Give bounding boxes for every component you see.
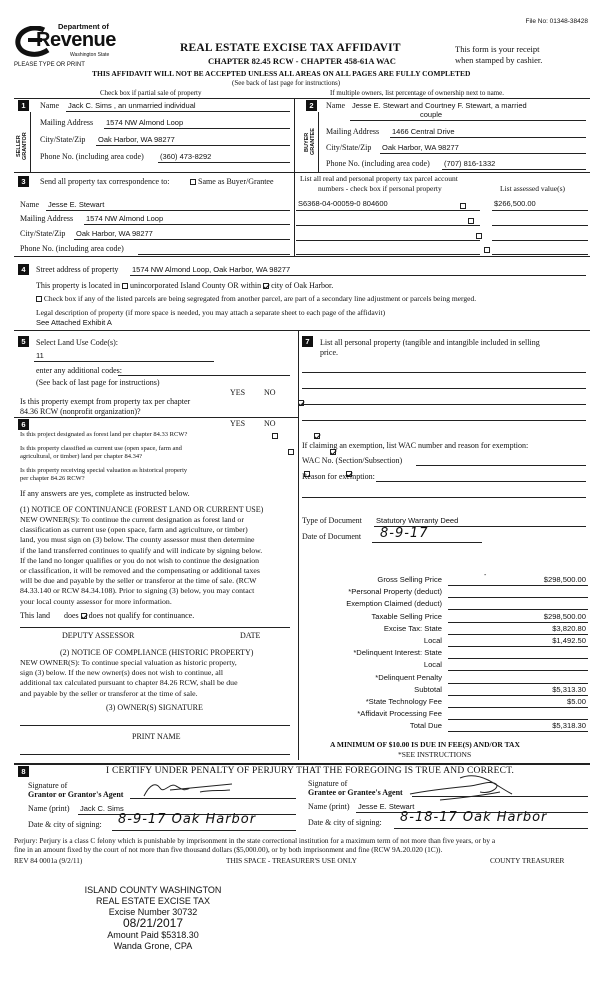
exemption-reason-label: Reason for exemption: [302, 472, 375, 481]
stamp-signer: Wanda Grone, CPA [113, 941, 193, 952]
doc-type-label: Type of Document [302, 516, 362, 525]
seller-side-label: SELLER GRANTOR [16, 132, 28, 160]
tax-calculation [302, 574, 588, 732]
personal-property-label-2: price. [320, 348, 338, 357]
file-number: File No: 01348-38428 [525, 18, 588, 25]
calc-row-label: *Delinquent Penalty [375, 672, 442, 682]
calc-row [302, 696, 588, 708]
grantor-signature-icon [140, 778, 240, 800]
s3-city: Oak Harbor, WA 98277 [76, 229, 153, 238]
personal-property-checkbox-2[interactable] [468, 218, 474, 224]
s3-name-label: Name [20, 200, 40, 209]
seller-name-label: Name [40, 101, 60, 110]
segregated-note [36, 294, 596, 303]
segregated-text: Check box if any of the listed parcels are being segregated from another parcel, are part of a secondary line adjustment or parcels being merged. [43, 294, 477, 303]
grantor-agent-label: Grantor or Grantor's Agent [28, 790, 124, 799]
county-treasurer-label: COUNTY TREASURER [490, 856, 565, 865]
parcel-header-2: numbers - check box if personal property [318, 184, 442, 193]
calc-row [302, 611, 588, 623]
s3-mailing: 1574 NW Almond Loop [86, 214, 164, 223]
buyer-name-1: Jesse E. Stewart and Courtney F. Stewart, a married [352, 101, 527, 110]
treasurer-stamp [76, 885, 230, 952]
exemption-claim-label: If claiming an exemption, list WAC number and reason for exemption: [302, 441, 529, 450]
unincorporated-label: unincorporated Island County OR within [129, 281, 262, 290]
grantee-print-name: Jesse E. Stewart [358, 802, 415, 811]
forest-question: Is this project designated as forest land per chapter 84.33 RCW? [20, 431, 188, 438]
notice-2-line: additional tax calculated pursuant to chapter 84.26 RCW, shall be due [20, 678, 238, 688]
grantee-signature-icon [400, 770, 530, 804]
calc-row-label: *Affidavit Processing Fee [357, 709, 442, 719]
calc-row [302, 684, 588, 696]
notice-2-title: (2) NOTICE OF COMPLIANCE (HISTORIC PROPERTY) [60, 648, 254, 657]
buyer-mailing-label: Mailing Address [326, 127, 380, 136]
form-warning: THIS AFFIDAVIT WILL NOT BE ACCEPTED UNLESS ALL AREAS ON ALL PAGES ARE FULLY COMPLETED [92, 69, 471, 78]
calc-row-value [448, 673, 588, 684]
calc-row-value: $1,492.50 [448, 636, 588, 647]
exempt-no-checkbox[interactable] [298, 400, 304, 406]
grantor-date-label: Date & city of signing: [28, 820, 102, 829]
additional-codes-label: enter any additional codes: [36, 366, 122, 375]
owner-signature-label: (3) OWNER(S) SIGNATURE [106, 703, 203, 712]
located-in-row [36, 281, 333, 290]
calc-row-label: Exemption Claimed (deduct) [346, 599, 442, 609]
receipt-note-2: when stamped by cashier. [455, 55, 543, 65]
grantor-print-name: Jack C. Sims [80, 804, 124, 813]
treasurer-use-label: THIS SPACE - TREASURER'S USE ONLY [226, 856, 357, 865]
calc-tick: - [484, 572, 487, 579]
calc-row [302, 720, 588, 732]
this-land-label: This land [20, 611, 50, 620]
buyer-name-2: couple [420, 110, 443, 119]
form-revision: REV 84 0001a (9/2/11) [14, 856, 83, 865]
stamp-amount: Amount Paid $5318.30 [107, 930, 199, 941]
personal-property-checkbox-4[interactable] [484, 247, 490, 253]
seller-phone-label: Phone No. (including area code) [40, 152, 144, 161]
parcel-number-1: S6368-04-00059-0 804600 [298, 199, 388, 208]
section-7-number: 7 [302, 336, 313, 347]
land-use-label: Select Land Use Code(s): [36, 338, 118, 347]
grantee-date-city: 8-18-17 Oak Harbor [400, 810, 548, 825]
calc-row [302, 635, 588, 647]
located-text: This property is located in [36, 281, 120, 290]
personal-property-checkbox-1[interactable] [460, 203, 466, 209]
print-name-label: PRINT NAME [132, 732, 181, 741]
s6-no-header: NO [264, 419, 276, 428]
assessed-header: List assessed value(s) [500, 184, 565, 193]
section-1-number: 1 [18, 100, 29, 111]
seller-phone: (360) 473-8292 [160, 152, 212, 161]
same-as-buyer-option[interactable] [190, 177, 274, 186]
notice-1-line: If the land no longer qualifies or you do not wish to continue the designation [20, 555, 260, 565]
calc-row-label: Local [423, 635, 442, 645]
historic-question-2: per chapter 84.26 RCW? [20, 475, 85, 482]
qualify-label: qualify for continuance. [117, 611, 195, 620]
personal-property-checkbox-3[interactable] [476, 233, 482, 239]
calc-row-label: Local [423, 660, 442, 670]
perjury-certification: I CERTIFY UNDER PENALTY OF PERJURY THAT THE FOREGOING IS TRUE AND CORRECT. [106, 766, 515, 776]
perjury-note-2: fine in an amount fixed by the court of not more than five thousand dollars ($5,000.00), or by both imprisonment and fine (RCW 9A.20.020 (1C)). [14, 845, 443, 854]
land-use-see-back: (See back of last page for instructions) [36, 378, 160, 387]
calc-row [302, 574, 588, 586]
section-3-number: 3 [18, 176, 29, 187]
buyer-phone-label: Phone No. (including area code) [326, 159, 430, 168]
calc-row [302, 708, 588, 720]
see-back-note: (See back of last page for instructions) [232, 79, 341, 87]
street-address-label: Street address of property [36, 265, 119, 274]
s3-name: Jesse E. Stewart [48, 200, 105, 209]
s3-mailing-label: Mailing Address [20, 214, 74, 223]
notice-1-title: (1) NOTICE OF CONTINUANCE (FOREST LAND OR CURRENT USE) [20, 505, 264, 514]
department-logo [14, 22, 124, 62]
calc-row-value [448, 599, 588, 610]
notice-1-line: NEW OWNER(S): To continue the current designation as forest land or [20, 515, 244, 524]
dept-logo-text: Revenue [36, 29, 116, 51]
calc-row [302, 647, 588, 659]
grantee-agent-label: Grantee or Grantee's Agent [308, 788, 403, 797]
buyer-city-label: City/State/Zip [326, 143, 372, 152]
calc-row-label: *Personal Property (deduct) [348, 587, 442, 597]
stamp-line: Excise Number 30732 [108, 906, 198, 917]
deputy-assessor-label: DEPUTY ASSESSOR [62, 631, 135, 640]
dept-state: Washington State [70, 52, 110, 58]
deputy-date-label: DATE [240, 631, 261, 640]
doc-date-label: Date of Document [302, 532, 362, 541]
same-as-buyer-checkbox[interactable] [190, 179, 196, 185]
city-checkbox[interactable] [263, 283, 269, 289]
s5-no-header: NO [264, 388, 276, 397]
form-title: REAL ESTATE EXCISE TAX AFFIDAVIT [180, 42, 401, 54]
form-subtitle: CHAPTER 82.45 RCW - CHAPTER 458-61A WAC [208, 56, 396, 66]
buyer-side-label: BUYER GRANTEE [304, 128, 316, 156]
does-not-label: does not [88, 611, 116, 620]
s3-phone-label: Phone No. (including area code) [20, 244, 124, 253]
calc-row [302, 623, 588, 635]
calc-row-label: *State Technology Fee [365, 696, 442, 706]
notice-2-line: NEW OWNER(S): To continue special valuation as historic property, [20, 658, 237, 667]
notice-2-body [20, 658, 238, 699]
notice-1-line: your local county assessor for more information. [20, 596, 172, 606]
buyer-name-label: Name [326, 101, 346, 110]
assessed-value-1: $266,500.00 [494, 199, 536, 208]
multiple-owners-note: If multiple owners, list percentage of ownership next to name. [330, 89, 504, 97]
continuance-row [20, 611, 194, 620]
section-2-number: 2 [306, 100, 317, 111]
calc-row-value: $298,500.00 [448, 575, 588, 586]
grantee-print-label: Name (print) [308, 802, 350, 811]
calc-row-label: Gross Selling Price [377, 575, 442, 584]
calc-row-value: $3,820.80 [448, 624, 588, 635]
calc-row-value [448, 648, 588, 659]
forest-yes-checkbox[interactable] [272, 433, 278, 439]
calc-row [302, 586, 588, 598]
notice-1-line: classification as current use (open space, farm and agriculture, or timber) [20, 525, 248, 535]
grantor-print-label: Name (print) [28, 804, 70, 813]
current-use-yes-checkbox[interactable] [288, 449, 294, 455]
notice-2-line: and payable by the seller or transferor at the time of sale. [20, 688, 198, 698]
city-of-label: city of Oak Harbor. [271, 281, 334, 290]
calc-row-value [448, 660, 588, 671]
same-as-buyer-label: Same as Buyer/Grantee [198, 177, 274, 186]
land-use-code: 11 [36, 351, 44, 360]
partial-sale-label: Check box if partial sale of property [100, 89, 202, 97]
calc-row [302, 598, 588, 610]
doc-type: Statutory Warranty Deed [376, 516, 459, 525]
calc-row [302, 672, 588, 684]
seller-mailing: 1574 NW Almond Loop [106, 118, 184, 127]
receipt-note-1: This form is your receipt [455, 44, 540, 54]
any-yes-note: If any answers are yes, complete as instructed below. [20, 489, 190, 498]
does-label: does [64, 611, 79, 620]
current-use-question-1: Is this property classified as current use (open space, farm and [20, 445, 182, 452]
calc-row-label: *Delinquent Interest: State [353, 648, 442, 658]
tax-correspondence-label: Send all property tax correspondence to: [40, 177, 170, 186]
notice-1-line: if the land transferred continues to qualify and will indicate by signing below. [20, 545, 263, 555]
stamp-line: REAL ESTATE EXCISE TAX [95, 895, 211, 906]
buyer-city: Oak Harbor, WA 98277 [382, 143, 459, 152]
minimum-fee-note: A MINIMUM OF $10.00 IS DUE IN FEE(S) AND/OR TAX [330, 740, 520, 749]
section-5-number: 5 [18, 336, 29, 347]
stamp-date: 08/21/2017 [122, 916, 184, 931]
exempt-question-2: 84.36 RCW (nonprofit organization)? [20, 407, 141, 416]
notice-1-line: will be due and payable by the seller or transferor at the time of sale. (RCW [20, 576, 257, 586]
calc-row-label: Total Due [409, 721, 442, 731]
notice-1-line: or classification, it will be removed and the compensating or additional taxes [20, 566, 260, 576]
buyer-phone: (707) 816-1332 [444, 159, 496, 168]
section-8-number: 8 [18, 766, 29, 777]
grantor-date-city: 8-9-17 Oak Harbor [118, 812, 257, 827]
seller-city-label: City/State/Zip [40, 135, 86, 144]
seller-mailing-label: Mailing Address [40, 118, 94, 127]
buyer-mailing: 1466 Central Drive [392, 127, 455, 136]
personal-property-label-1: List all personal property (tangible and intangible included in selling [320, 338, 540, 347]
s3-city-label: City/State/Zip [20, 229, 66, 238]
calc-row-value: $5,313.30 [448, 685, 588, 696]
calc-row-value [448, 709, 588, 720]
see-instructions-note: *SEE INSTRUCTIONS [398, 750, 472, 759]
calc-row-value: $5,318.30 [448, 721, 588, 732]
dept-line: Department of [58, 22, 109, 31]
legal-desc-label: Legal description of property (if more space is needed, you may attach a separate sheet to each page of the affidavit) [36, 308, 386, 317]
calc-row-label: Subtotal [414, 684, 442, 694]
notice-1-line: 84.33.140 or RCW 84.34.108). Prior to signing (3) below, you may contact [20, 586, 255, 596]
street-address: 1574 NW Almond Loop, Oak Harbor, WA 98277 [132, 265, 291, 274]
please-type: PLEASE TYPE OR PRINT [14, 62, 85, 68]
forest-no-checkbox[interactable] [314, 433, 320, 439]
calc-row [302, 659, 588, 671]
notice-2-line: sign (3) below. If the new owner(s) does not wish to continue, all [20, 668, 224, 678]
notice-1-line: land, you must sign on (3) below. The county assessor must then determine [20, 535, 255, 545]
parcel-header-1: List all real and personal property tax parcel account [300, 174, 458, 183]
exempt-question-1: Is this property exempt from property tax per chapter [20, 397, 191, 406]
section-4-number: 4 [18, 264, 29, 275]
segregated-checkbox[interactable] [36, 296, 42, 302]
stamp-line: ISLAND COUNTY WASHINGTON [84, 885, 222, 895]
doc-date-handwritten: 8-9-17 [380, 526, 429, 541]
notice-1-body [20, 515, 262, 607]
calc-row-value: $5.00 [448, 697, 588, 708]
s5-yes-header: YES [230, 388, 246, 397]
calc-row-value [448, 587, 588, 598]
wac-label: WAC No. (Section/Subsection) [302, 456, 403, 465]
legal-desc-value: See Attached Exhibit A [36, 318, 112, 327]
calc-row-label: Taxable Selling Price [371, 611, 442, 621]
grantee-sig-of: Signature of [308, 779, 348, 788]
seller-name: Jack C. Sims , an unmarried individual [68, 101, 196, 110]
does-not-checkbox[interactable] [81, 613, 87, 619]
calc-row-value: $298,500.00 [448, 612, 588, 623]
calc-row-label: Excise Tax: State [383, 623, 442, 633]
grantee-date-label: Date & city of signing: [308, 818, 382, 827]
section-6-number: 6 [18, 419, 29, 430]
grantor-sig-of: Signature of [28, 781, 68, 790]
s6-yes-header: YES [230, 419, 246, 428]
historic-question-1: Is this property receiving special valuation as historical property [20, 467, 188, 474]
perjury-note-1: Perjury: Perjury is a class C felony which is punishable by imprisonment in the state correctional institution for a maximum term of not more than five years, or by a [14, 836, 496, 845]
current-use-question-2: agricultural, or timber) land per chapter 84.34? [20, 453, 143, 460]
seller-city: Oak Harbor, WA 98277 [98, 135, 175, 144]
unincorporated-checkbox[interactable] [122, 283, 128, 289]
